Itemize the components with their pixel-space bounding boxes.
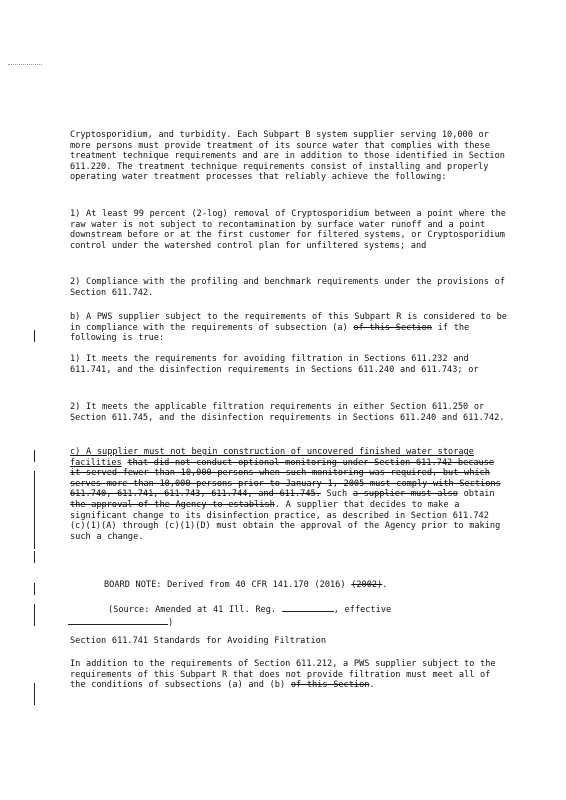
board-note-end: . [382,580,388,590]
text: obtain [457,489,495,500]
final-text: In addition to the requirements of Section 611.212, a PWS supplier subject to the requirements of this Subpart R that does not provide filtration must meet all of the conditions of subsections (a) and (b) [70,659,496,691]
revision-bar [34,683,35,705]
blank-line [68,616,168,625]
added-text: c) A supplier must not begin construction of uncovered finished water storage facilities [70,447,474,468]
board-note [70,580,542,591]
text: . A supplier that decides to make a significant change to its disinfection practice, as described in Section 611.742 (c)(1)(A) through (c)(1)(D) must obtain the approval of the Agency prior to making such a change. [70,499,501,542]
section-heading: Section 611.741 Standards for Avoiding Filtration [70,636,327,646]
scan-artifact [8,64,42,66]
subsection-c [70,447,508,542]
revision-bar [34,330,35,342]
subsection-b [70,312,508,344]
blank-line [282,603,334,612]
revision-bar [34,471,35,549]
deleted-text: the approval of the Agency to establish [70,499,275,510]
board-note-text: BOARD NOTE: Derived from 40 CFR 141.170 (2016) [104,580,352,590]
text: Such [320,489,353,500]
final-end: . [369,680,375,691]
subsection-b2: 2) It meets the applicable filtration requirements in either Section 611.250 or Section 611.745, and the disinfection requirements in Sections 611.240 and 611.742. [70,402,505,423]
revision-bar [34,450,35,462]
source-end: ) [168,617,174,628]
revision-bar [34,583,35,595]
intro-paragraph: Cryptosporidium, and turbidity. Each Subpart B system supplier serving 10,000 or more persons must provide treatment of its source water that complies with these treatment technique requirements and are in addition to those identified in Section 611.220. The treatment technique requirements consist of installing and properly operating water treatment processes that reliably achieve the following: [70,130,505,183]
deleted-text: of this Section [353,322,432,333]
source-effective: , effective [333,605,392,615]
deleted-text: (2002) [351,580,383,590]
source-note [74,603,546,628]
revision-bar [34,604,35,626]
final-paragraph [70,659,508,691]
deleted-text: that did not conduct optional monitoring under Section 611.742 because it served fewer than 10,000 persons when such monitoring was required, but which serves more than 10,000 persons prior to January 1, 2005 must comply with Sections 611.740, 611.741, 611.743, 611.744, and 611.745. [70,457,501,500]
source-text: (Source: Amended at 41 Ill. Reg. [108,605,282,615]
subsection-b1: 1) It meets the requirements for avoiding filtration in Sections 611.232 and 611.741, and the disinfection requirements in Sections 611.240 and 611.743; or [70,354,479,375]
deleted-text: a supplier must also [352,489,458,500]
subsection-a2: 2) Compliance with the profiling and benchmark requirements under the provisions of Section 611.742. [70,277,505,298]
deleted-text: of this Section [290,680,370,691]
subsection-b-text: b) A PWS supplier subject to the requirements of this Subpart R is considered to be in compliance with the requirements of subsection (a) [70,312,507,333]
subsection-b-end: if the following is true: [70,322,470,344]
subsection-a1: 1) At least 99 percent (2-log) removal of Cryptosporidium between a point where the raw water is not subject to recontamination by surface water runoff and a point downstream before or at the first customer for filtered systems, or Cryptosporidium control under the watershed control plan for unfiltered systems; and [70,209,506,251]
revision-bar [34,551,35,563]
